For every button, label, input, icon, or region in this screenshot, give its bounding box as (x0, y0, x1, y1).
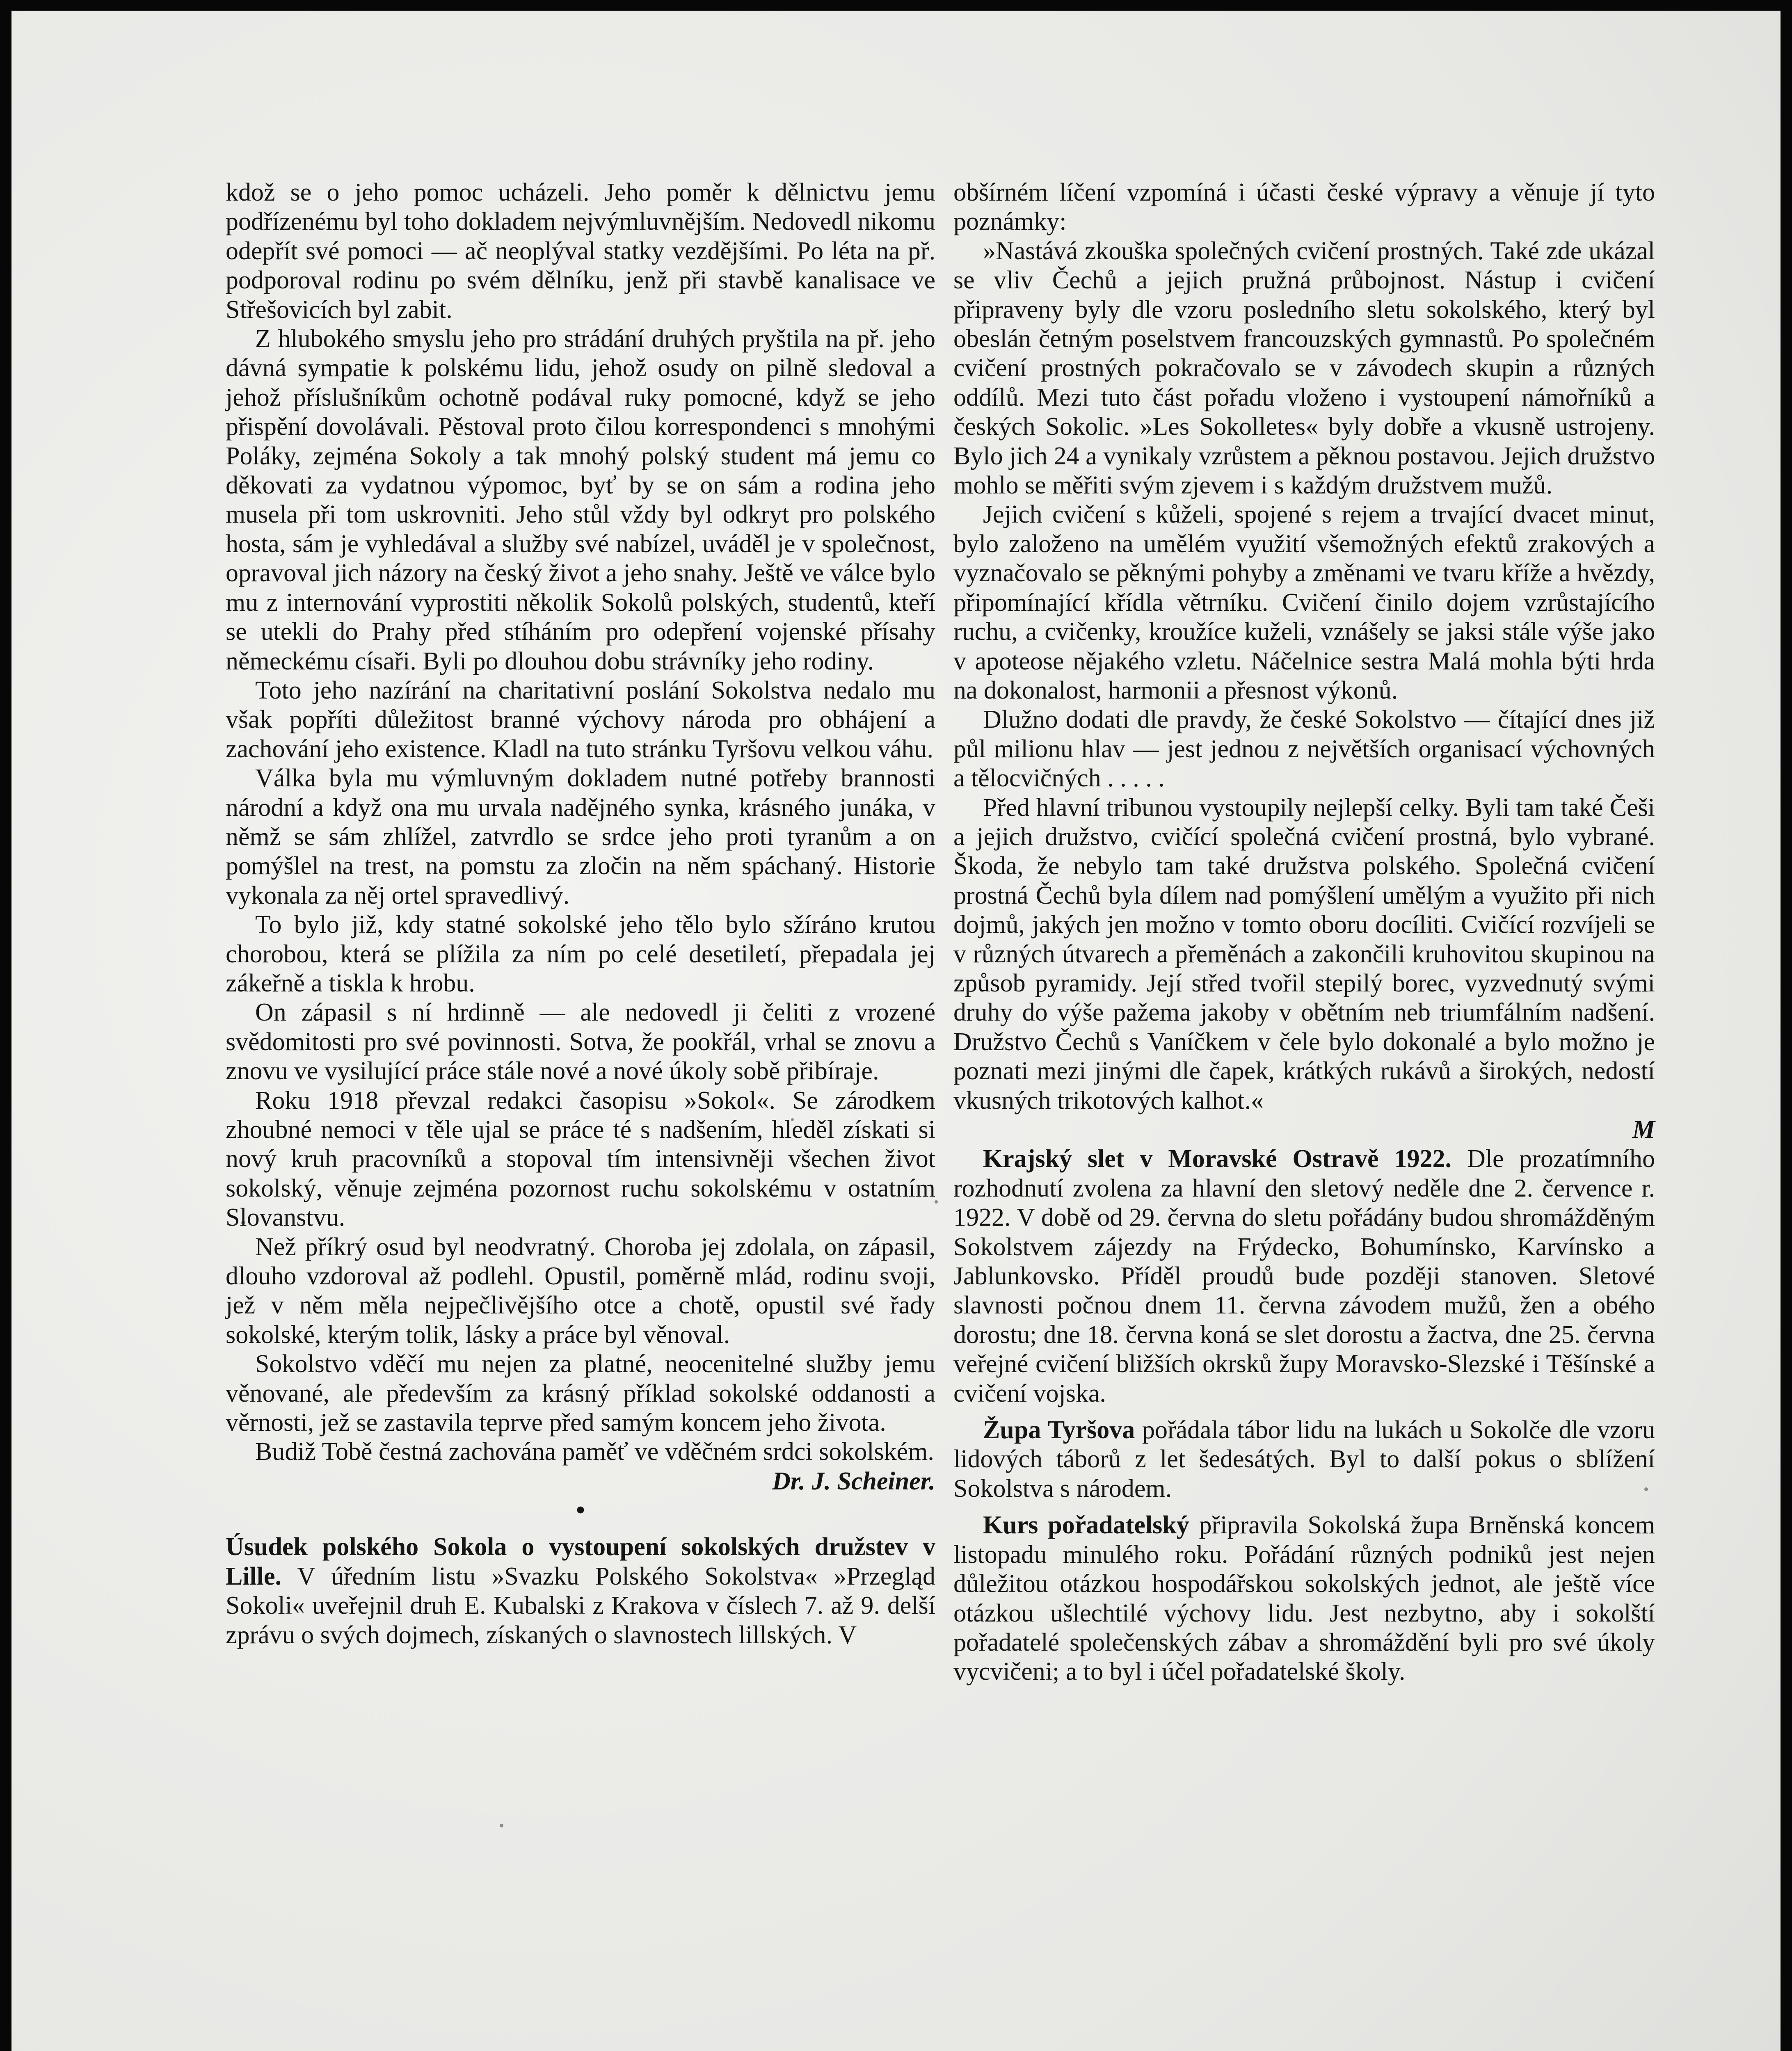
signature-line (226, 1467, 935, 1496)
left-paragraph-9: Sokolstvo vděčí mu nejen za platné, neocenitelné služby jemu věnované, ale především za krásný příklad sokolské oddanosti a věrnosti, jež se zastavila teprve před samým koncem jeho života. (226, 1350, 935, 1437)
right-paragraph-4: Dlužno dodati dle pravdy, že české Sokolstvo — čítající dnes již půl milionu hlav — jest jednou z největších organisací výchovných a tělocvičných . . . . . (953, 706, 1655, 793)
quote-signature: M (1632, 1116, 1655, 1144)
article-lille-text: V úředním listu »Svazku Polského Sokolstva« »Przegląd Sokoli« uveřejnil druh E. Kubalski z Krakova v číslech 7. až 9. delší zprávu o svých dojmech, získaných o slavnostech lillských. V (226, 1562, 935, 1649)
left-column (226, 178, 935, 1650)
news-zupa-tyrsova (953, 1416, 1655, 1503)
news-kurs-heading: Kurs pořadatelský (983, 1511, 1189, 1539)
news-kurs (953, 1511, 1655, 1686)
scanned-page (11, 11, 1781, 2051)
news-krajsky-slet (953, 1144, 1655, 1408)
right-paragraph-2: »Nastává zkouška společných cvičení prostných. Také zde ukázal se vliv Čechů a jejich pružná průbojnost. Nástup i cvičení připraveny byly dle vzoru posledního sletu sokolského, který byl obeslán četným poselstvem francouzských gymnastů. Po společném cvičení prostných pokračovalo se v závodech skupin a různých oddílů. Mezi tuto část pořadu vloženo i vystoupení námořníků a českých Sokolic. »Les Sokolletes« byly dobře a vkusně ustrojeny. Bylo jich 24 a vynikaly vzrůstem a pěknou postavou. Jejich družstvo mohlo se měřiti svým zjevem i s každým družstvem mužů. (953, 237, 1655, 500)
news-krajsky-slet-text: Dle prozatímního rozhodnutí zvolena za hlavní den sletový neděle dne 2. července r. 1922. V době od 29. června do sletu pořádány budou shromážděným Sokolstvem zájezdy na Frýdecko, Bohumínsko, Karvínsko a Jablunkovsko. Příděl proudů bude později stanoven. Sletové slavnosti počnou dnem 11. června závodem mužů, žen a obého dorostu; dne 18. června koná se slet dorostu a žactva, dne 25. června veřejné cvičení bližších okrsků župy Moravsko-Slezské i Těšínské a cvičení vojska. (953, 1145, 1655, 1407)
left-paragraph-8: Než příkrý osud byl neodvratný. Choroba jej zdolala, on zápasil, dlouho vzdoroval až podlehl. Opustil, poměrně mlád, rodinu svoji, jež v něm měla nejpečlivějšího otce a chotě, opustil své řady sokolské, kterým tolik, lásky a práce byl věnoval. (226, 1233, 935, 1349)
section-separator: • (576, 1496, 585, 1525)
left-paragraph-10: Budiž Tobě čestná zachována paměť ve vděčném srdci sokolském. (255, 1438, 934, 1466)
news-krajsky-slet-heading: Krajský slet v Moravské Ostravě 1922. (983, 1145, 1451, 1173)
left-paragraph-2: Z hlubokého smyslu jeho pro strádání druhých pryštila na př. jeho dávná sympatie k polskému lidu, jehož osudy on pilně sledoval a jehož příslušníkům ochotně podával ruky pomocné, když se jeho přispění dovolávali. Pěstoval proto čilou korrespondenci s mnohými Poláky, zejména Sokoly a tak mnohý polský student má jemu co děkovati za vydatnou výpomoc, byť by se on sám a rodina jeho musela při tom uskrovniti. Jeho stůl vždy byl odkryt pro polského hosta, sám je vyhledával a služby své nabízel, uváděl je v společnost, opravoval jich názory na český život a jeho snahy. Ještě ve válce bylo mu z internování vyprostiti několik Sokolů polských, studentů, kteří se utekli do Prahy před stíháním pro odepření vojenské přísahy německému císaři. Byli po dlouhou dobu strávníky jeho rodiny. (226, 325, 935, 675)
article-lille-heading: Úsudek polského Sokola o vystoupení sokolských družstev v Lille. (226, 1533, 935, 1590)
news-zupa-tyrsova-text: pořádala tábor lidu na lukách u Sokolče dle vzoru lidových táborů z let šedesátých. Byl to další pokus o sblížení Sokolstva s národem. (953, 1416, 1655, 1503)
left-paragraph-3: Toto jeho nazírání na charitativní poslání Sokolstva nedalo mu však popříti důležitost branné výchovy národa pro obhájení a zachování jeho existence. Kladl na tuto stránku Tyršovu velkou váhu. (226, 676, 935, 763)
right-paragraph-5: Před hlavní tribunou vystoupily nejlepší celky. Byli tam také Češi a jejich družstvo, cvičící společná cvičení prostná, bylo vybrané. Škoda, že nebylo tam také družstva polského. Společná cvičení prostná Čechů byla dílem nad pomýšlení umělým a využito při nich dojmů, jakých jen možno v tomto oboru docíliti. Cvičící rozvíjeli se v různých útvarech a přeměnách a zakončili kruhovitou skupinou na způsob pyramidy. Její střed tvořil stepilý borec, vyzvednutý svými druhy do výše pažema jakoby v obětním neb triumfálním nadšení. Družstvo Čechů s Vaníčkem v čele bylo dokonalé a bylo možno je poznati mezi jinými dle čapek, krátkých rukávů a širokých, nedostí vkusných trikotových kalhot.« (953, 793, 1655, 1115)
left-paragraph-7: Roku 1918 převzal redakci časopisu »Sokol«. Se zárodkem zhoubné nemoci v těle ujal se práce té s nadšením, hleděl získati si nový kruh pracovníků a stopoval tím intensivněji všechen život sokolský, věnuje zejména pozornost ruchu sokolskému v ostatním Slovanstvu. (226, 1086, 935, 1232)
right-paragraph-1: obšírném líčení vzpomíná i účasti české výpravy a věnuje jí tyto poznámky: (953, 178, 1655, 236)
news-zupa-tyrsova-heading: Župa Tyršova (983, 1416, 1135, 1444)
right-paragraph-3: Jejich cvičení s kůželi, spojené s rejem a trvající dvacet minut, bylo založeno na umělém využití všemožných efektů zrakových a vyznačovalo se pěknými pohyby a změnami ve tvaru kříže a hvězdy, připomínající křídla větrníku. Cvičení činilo dojem vzrůstajícího ruchu, a cvičenky, kroužíce kuželi, vznášely se jaksi stále výše jako v apoteose nějakého vzletu. Náčelnice sestra Malá mohla býti hrda na dokonalost, harmonii a přesnost výkonů. (953, 500, 1655, 704)
quote-signature-line (953, 1115, 1655, 1144)
article-lille (226, 1533, 935, 1650)
author-signature: Dr. J. Scheiner. (772, 1467, 935, 1495)
left-paragraph-4: Válka byla mu výmluvným dokladem nutné potřeby brannosti národní a když ona mu urvala nadějného synka, krásného junáka, v němž se sám zhlížel, zatvrdlo se srdce jeho proti tyranům a on pomýšlel na trest, na pomstu za zločin na něm spáchaný. Historie vykonala za něj ortel spravedlivý. (226, 764, 935, 909)
left-paragraph-5: To bylo již, kdy statné sokolské jeho tělo bylo sžíráno krutou chorobou, která se plížila za ním po celé desetiletí, přepadala jej zákeřně a tiskla k hrobu. (226, 911, 935, 997)
left-paragraph-6: On zápasil s ní hrdinně — ale nedovedl ji čeliti z vrozené svědomitosti pro své povinnosti. Sotva, že pookřál, vrhal se znovu a znovu ve vysilující práce stále nové a nové úkoly sobě přibíraje. (226, 998, 935, 1085)
news-kurs-text: připravila Sokolská župa Brněnská koncem listopadu minulého roku. Pořádání různých podniků jest nejen důležitou otázkou hospodářskou sokolských jednot, ale ještě více otázkou ušlechtilé výchovy lidu. Jest nezbytno, aby i sokolští pořadatelé společenských zábav a shromáždění byli pro své úkoly vycvičeni; a to byl i účel pořadatelské školy. (953, 1511, 1655, 1686)
left-paragraph-1: kdož se o jeho pomoc ucházeli. Jeho poměr k dělnictvu jemu podřízenému byl toho dokladem nejvýmluvnějším. Nedovedl nikomu odepřít své pomoci — ač neoplýval statky vezdějšími. Po léta na př. podporoval rodinu po svém dělníku, jenž při stavbě kanalisace ve Střešovicích byl zabit. (226, 178, 935, 324)
right-column (953, 178, 1655, 1687)
